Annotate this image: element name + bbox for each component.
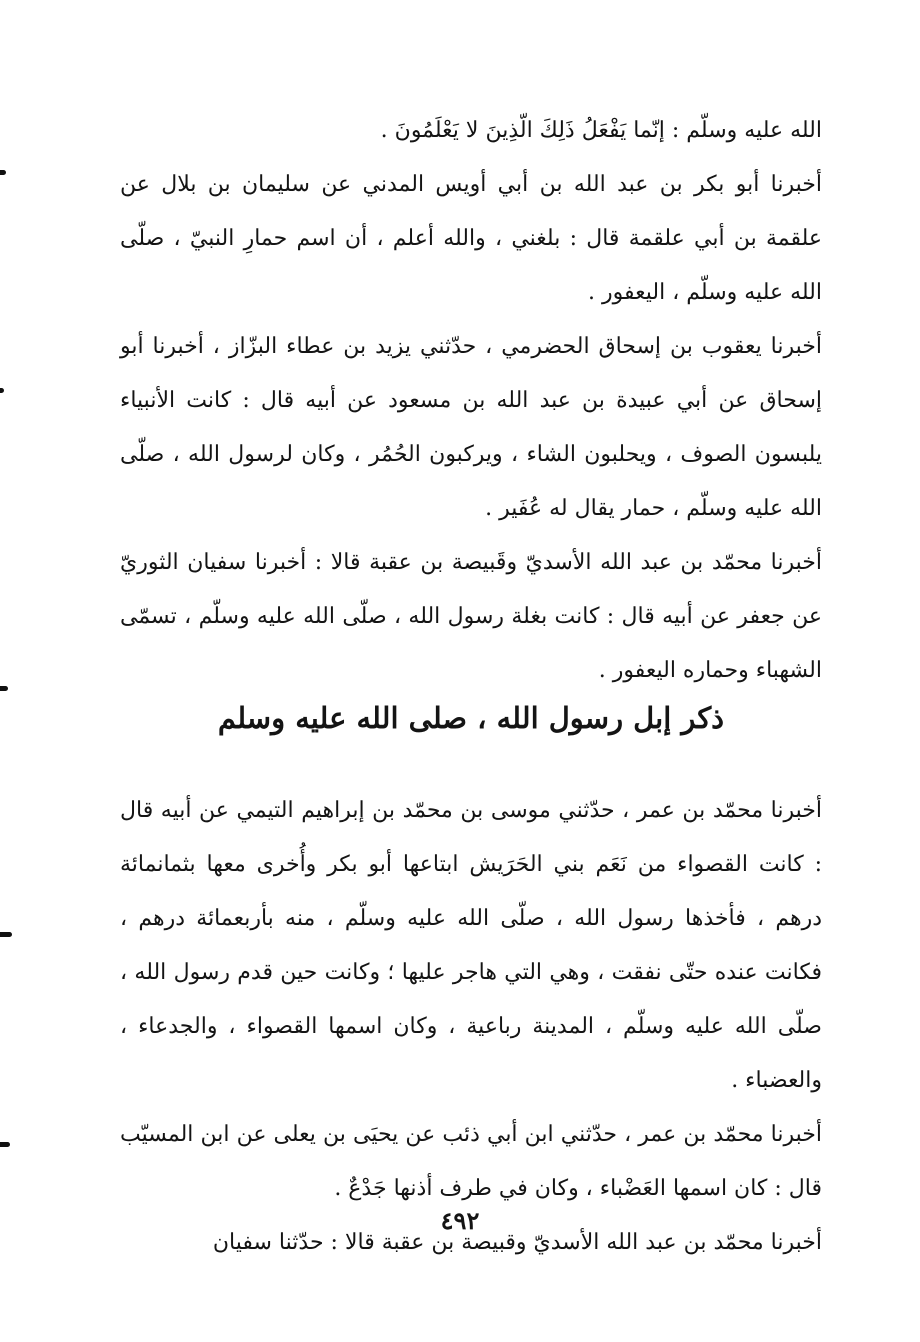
paragraph: أخبرنا يعقوب بن إسحاق الحضرمي ، حدّثني يزيد بن عطاء البزّاز ، أخبرنا أبو إسحاق عن أبي عبيدة بن عبد الله بن مسعود عن أبيه قال : كانت الأنبياء يلبسون الصوف ، ويحلبون الشاء ، ويركبون الحُمُر ، وكان لرسول الله ، صلّى الله عليه وسلّم ، حمار يقال له عُفَير . bbox=[120, 334, 822, 521]
bottom-text-block bbox=[120, 784, 822, 1270]
section-heading: ذكر إبل رسول الله ، صلى الله عليه وسلم bbox=[217, 701, 725, 735]
paragraph: أخبرنا محمّد بن عمر ، حدّثني موسى بن محمّد بن إبراهيم التيمي عن أبيه قال : كانت القصواء من نَعَم بني الحَرَيش ابتاعها أبو بكر وأُخرى معها بثمانمائة درهم ، فأخذها رسول الله ، صلّى الله عليه وسلّم ، منه بأربعمائة درهم ، فكانت عنده حتّى نفقت ، وهي التي هاجر عليها ؛ وكانت حين قدم رسول الله ، صلّى الله عليه وسلّم ، المدينة رباعية ، وكان اسمها القصواء ، والجدعاء ، والعضباء . bbox=[120, 798, 822, 1093]
page-number: ٤٩٢ bbox=[440, 1206, 480, 1235]
paragraph: الله عليه وسلّم : إنّما يَفْعَلُ ذَلِكَ الّذِينَ لا يَعْلَمُونَ . bbox=[380, 118, 822, 143]
page-edge-mark bbox=[0, 686, 8, 691]
top-text-block bbox=[120, 104, 822, 698]
page-edge-mark bbox=[0, 170, 6, 175]
page-edge-mark bbox=[0, 1142, 10, 1147]
paragraph: أخبرنا محمّد بن عمر ، حدّثني ابن أبي ذئب عن يحيَى بن يعلى عن ابن المسيّب قال : كان اسمها العَضْباء ، وكان في طرف أذنها جَدْعٌ . bbox=[120, 1122, 822, 1201]
paragraph: أخبرنا أبو بكر بن عبد الله بن أبي أويس المدني عن سليمان بن بلال عن علقمة بن أبي علقمة قال : بلغني ، والله أعلم ، أن اسم حمارِ النبيّ ، صلّى الله عليه وسلّم ، اليعفور . bbox=[120, 172, 822, 305]
paragraph: أخبرنا محمّد بن عبد الله الأسديّ وقبيصة بن عقبة قالا : حدّثنا سفيان bbox=[212, 1230, 822, 1255]
paragraph: أخبرنا محمّد بن عبد الله الأسديّ وقَبيصة بن عقبة قالا : أخبرنا سفيان الثوريّ عن جعفر عن أبيه قال : كانت بغلة رسول الله ، صلّى الله عليه وسلّم ، تسمّى الشهباء وحماره اليعفور . bbox=[120, 550, 822, 683]
page-edge-mark bbox=[0, 388, 4, 393]
page-edge-mark bbox=[0, 932, 12, 937]
